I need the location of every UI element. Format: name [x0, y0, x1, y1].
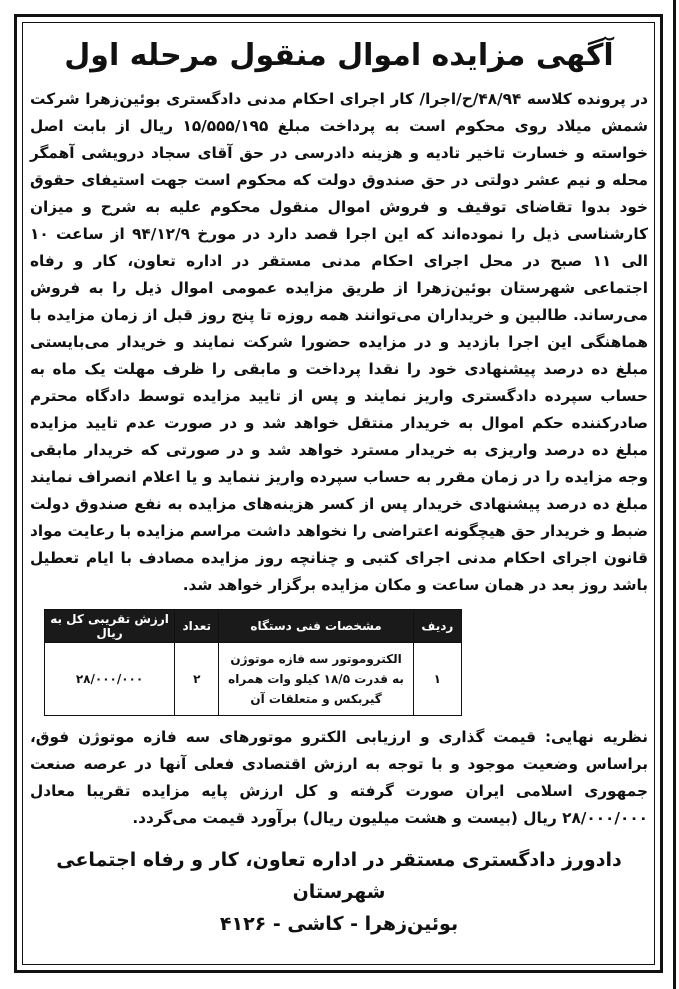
cell-quantity: ۲	[175, 643, 219, 716]
cell-value: ۲۸/۰۰۰/۰۰۰	[45, 643, 175, 716]
signature-line-2: بوئین‌زهرا - کاشی - ۴۱۲۶	[219, 913, 459, 935]
cell-row-number: ۱	[413, 643, 461, 716]
final-opinion-text: قیمت گذاری و ارزیابی الکترو موتورهای سه فازه موتوژن فوق، براساس وضعیت موجود و با توجه به ارزش اقتصادی فعلی آنها در عرصه صنعت جمهوری اسلامی ایران صورت گرفته و کل ارزش پایه مزایده تقریبا معادل ۲۸/۰۰۰/۰۰۰ ریال (بیست و هشت میلیون ریال) برآورد قیمت می‌گردد.	[30, 728, 648, 827]
final-opinion-label: نظریه نهایی:	[544, 728, 648, 746]
page-edge-rule	[673, 0, 676, 989]
final-opinion	[30, 724, 648, 832]
header-row-number: ردیف	[413, 610, 461, 643]
cell-description: الکتروموتور سه فازه موتوژن به قدرت ۱۸/۵ کیلو وات همراه گیربکس و متعلقات آن	[219, 643, 413, 716]
header-quantity: تعداد	[175, 610, 219, 643]
table-row	[45, 643, 462, 716]
header-value: ارزش تقریبی کل به ریال	[45, 610, 175, 643]
notice	[30, 30, 648, 940]
notice-body: در پرونده کلاسه ۴۸/۹۴/ح/اجرا/ کار اجرای احکام مدنی دادگستری بوئین‌زهرا شرکت شمش میلاد روی محکوم است به پرداخت مبلغ ۱۵/۵۵۵/۱۹۵ ریال از بابت اصل خواسته و خسارت تاخیر تادیه و هزینه دادرسی در حق آقای سجاد درویشی آهمگر محله و نیم عشر دولتی در حق صندوق دولت که محکوم است جهت استیفای حقوق خود بدوا تقاضای توقیف و فروش اموال منقول محکوم علیه به شرح و میزان کارشناسی ذیل را نموده‌اند که این اجرا قصد دارد در مورخ ۹۴/۱۲/۹ از ساعت ۱۰ الی ۱۱ صبح در محل اجرای احکام مدنی مستقر در اداره تعاون، کار و رفاه اجتماعی شهرستان بوئین‌زهرا از طریق مزایده عمومی اموال ذیل را به فروش می‌رساند. طالبین و خریداران می‌توانند همه روزه تا پنج روز قبل از زمان مزایده با هماهنگی این اجرا بازدید و در مزایده حضورا شرکت نمایند و خریدار می‌بایستی مبلغ ده درصد پیشنهادی خود را نقدا پرداخت و مابقی را ظرف مهلت یک ماه به حساب سپرده دادگستری واریز نمایند و پس از تایید مزایده توسط دادگاه محترم صادرکننده حکم اموال به خریدار منتقل خواهد شد و در صورت عدم تایید مزایده مبلغ ده درصد واریزی به خریدار مسترد خواهد شد و در صورتی که خریدار مابقی وجه مزایده را در زمان مقرر به حساب سپرده واریز ننماید و یا اعلام انصراف نمایند مبلغ ده درصد پیشنهادی خریدار پس از کسر هزینه‌های مزایده به نفع صندوق دولت ضبط و خریدار حق هیچگونه اعتراضی را نخواهد داشت مراسم مزایده با رعایت مواد قانون اجرای احکام مدنی اجرای کتبی و چنانچه روز مزایده مصادف با ایام تعطیل باشد روز بعد در همان ساعت و مکان مزایده برگزار خواهد شد.	[30, 90, 649, 594]
notice-title: آگهی مزایده اموال منقول مرحله اول	[64, 38, 614, 73]
header-description: مشخصات فنی دستگاه	[219, 610, 413, 643]
items-table	[44, 609, 462, 716]
signature-line-1: دادورز دادگستری مستقر در اداره تعاون، کار و رفاه اجتماعی شهرستان	[56, 849, 622, 903]
table-header-row	[45, 610, 462, 643]
signature-block	[30, 844, 648, 940]
